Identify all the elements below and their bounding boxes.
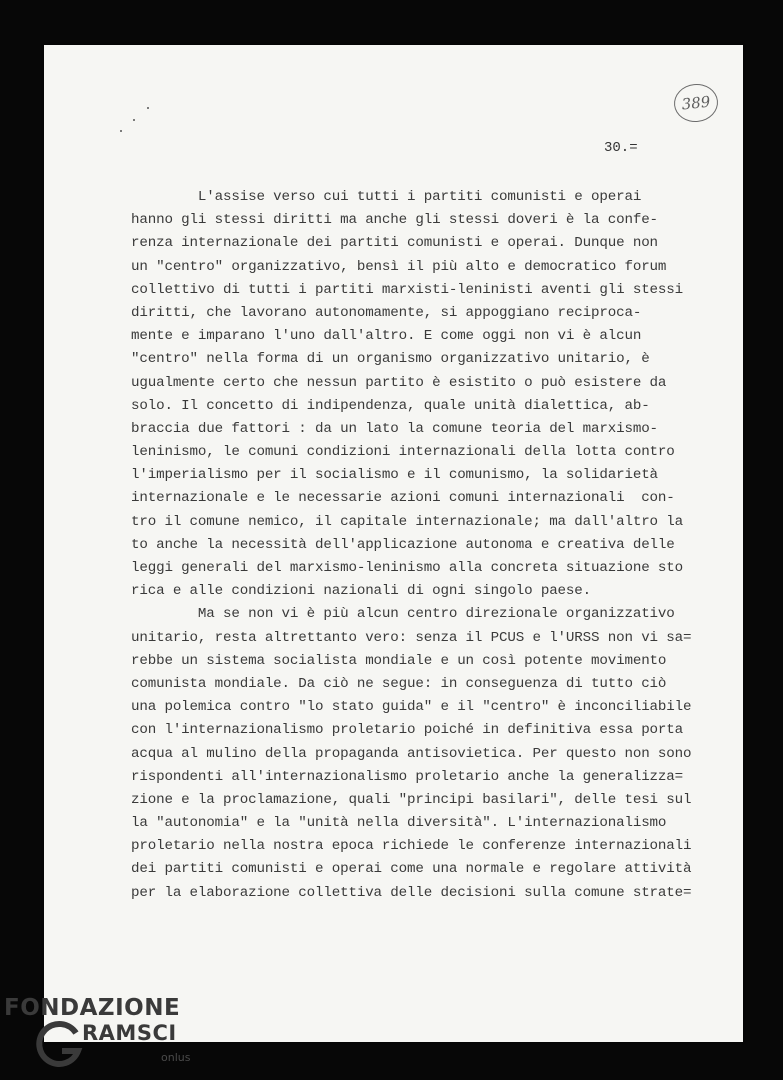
text-line: comunista mondiale. Da ciò ne segue: in conseguenza di tutto ciò bbox=[131, 675, 667, 692]
text-line: proletario nella nostra epoca richiede le conferenze internazionali bbox=[131, 838, 692, 855]
text-line: renza internazionale dei partiti comunisti e operai. Dunque non bbox=[131, 235, 658, 252]
text-line: to anche la necessità dell'applicazione autonoma e creativa delle bbox=[131, 536, 675, 553]
text-line: collettivo di tutti i partiti marxisti-leninisti aventi gli stessi bbox=[131, 281, 684, 298]
text-line: dei partiti comunisti e operai come una normale e regolare attività bbox=[131, 861, 692, 878]
text-line: la "autonomia" e la "unità nella diversità". L'internazionalismo bbox=[131, 815, 667, 832]
text-line: Ma se non vi è più alcun centro direzionale organizzativo bbox=[131, 606, 675, 623]
text-line: rispondenti all'internazionalismo proletario anche la generalizza= bbox=[131, 768, 684, 785]
logo-sub: onlus bbox=[161, 1051, 191, 1064]
text-line: hanno gli stessi diritti ma anche gli stessi doveri è la confe- bbox=[131, 212, 658, 229]
archive-stamp-number: 389 bbox=[680, 92, 712, 114]
text-line: una polemica contro "lo stato guida" e il "centro" è inconciliabile bbox=[131, 699, 692, 716]
text-line: rica e alle condizioni nazionali di ogni singolo paese. bbox=[131, 583, 592, 600]
text-line: un "centro" organizzativo, bensì il più alto e democratico forum bbox=[131, 258, 667, 275]
text-line: solo. Il concetto di indipendenza, quale unità dialettica, ab- bbox=[131, 397, 650, 414]
text-line: rebbe un sistema socialista mondiale e un così potente movimento bbox=[131, 652, 667, 669]
text-line: "centro" nella forma di un organismo organizzativo unitario, è bbox=[131, 351, 650, 368]
paper-speck bbox=[133, 119, 135, 121]
text-line: L'assise verso cui tutti i partiti comunisti e operai bbox=[131, 189, 642, 205]
logo-line1: FONDAZIONE bbox=[4, 995, 181, 1021]
text-line: leninismo, le comuni condizioni internazionali della lotta contro bbox=[131, 444, 675, 461]
text-line: per la elaborazione collettiva delle decisioni sulla comune strate= bbox=[131, 884, 692, 901]
paper-speck bbox=[120, 130, 122, 132]
page-number: 30.= bbox=[604, 140, 638, 156]
typewritten-text bbox=[131, 186, 691, 905]
logo-line2: RAMSCI bbox=[82, 1021, 177, 1045]
text-line: zione e la proclamazione, quali "principi basilari", delle tesi sul bbox=[131, 791, 692, 808]
fondazione-gramsci-logo bbox=[4, 993, 194, 1078]
logo-g-icon bbox=[32, 1019, 84, 1071]
text-line: acqua al mulino della propaganda antisovietica. Per questo non sono bbox=[131, 745, 692, 762]
text-line: unitario, resta altrettanto vero: senza il PCUS e l'URSS non vi sa= bbox=[131, 629, 692, 646]
text-line: tro il comune nemico, il capitale internazionale; ma dall'altro la bbox=[131, 513, 684, 530]
text-line: l'imperialismo per il socialismo e il comunismo, la solidarietà bbox=[131, 467, 658, 484]
text-line: mente e imparano l'uno dall'altro. E come oggi non vi è alcun bbox=[131, 328, 642, 345]
text-line: leggi generali del marxismo-leninismo alla concreta situazione sto bbox=[131, 560, 684, 576]
text-line: diritti, che lavorano autonomamente, si appoggiano reciproca- bbox=[131, 304, 642, 321]
text-line: con l'internazionalismo proletario poiché in definitiva essa porta bbox=[131, 722, 684, 739]
text-line: internazionale e le necessarie azioni comuni internazionali con- bbox=[131, 490, 675, 507]
paper-speck bbox=[147, 107, 149, 109]
text-line: braccia due fattori : da un lato la comune teoria del marxismo- bbox=[131, 420, 658, 437]
text-line: ugualmente certo che nessun partito è esistito o può esistere da bbox=[131, 374, 667, 391]
